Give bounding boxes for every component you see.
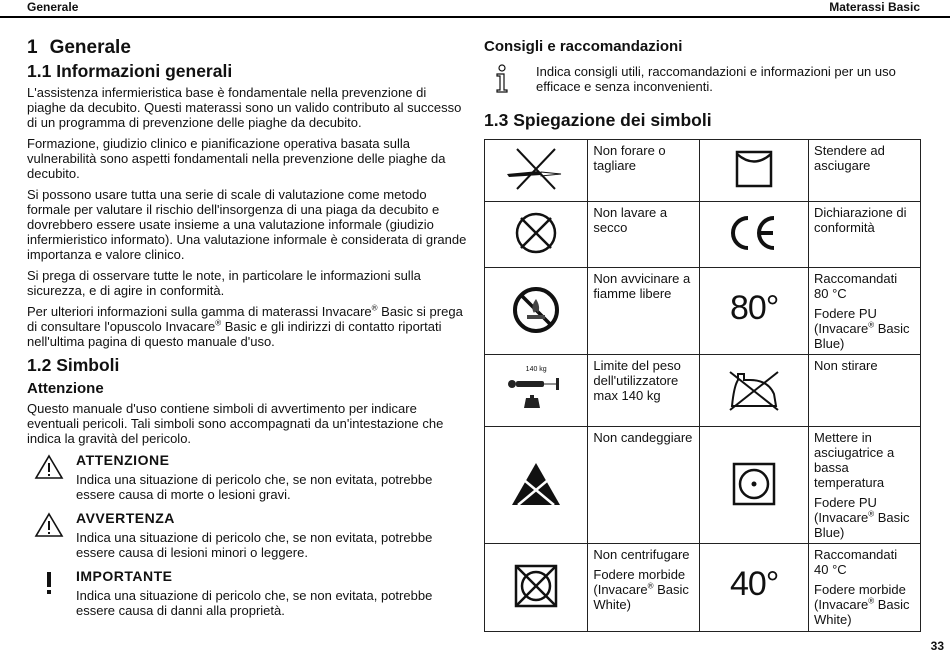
- temperature-40: 40°: [700, 544, 809, 632]
- warning-triangle-icon: [27, 512, 71, 543]
- notice-title: AVVERTENZA: [76, 510, 175, 526]
- header-section-title: Generale: [27, 0, 79, 14]
- paragraph: Questo manuale d'uso contiene simboli di avvertimento per indicare eventuali pericoli. Tali simboli sono accompagnati da un'intestazione che indica la gravità del pericolo.: [27, 401, 444, 446]
- notice-title: IMPORTANTE: [76, 568, 173, 584]
- line-dry-icon: [700, 140, 809, 202]
- tips-text: Indica consigli utili, raccomandazioni e informazioni per un uso efficace e senza inconvenienti.: [536, 64, 896, 94]
- notice-text: Indica una situazione di pericolo che, se non evitata, potrebbe essere causa di danni alla proprietà.: [76, 588, 433, 618]
- ce-mark-icon: [700, 202, 809, 268]
- right-column: [484, 30, 921, 632]
- symbol-label: Non avvicinare a fiamme libere: [588, 268, 700, 355]
- table-row: [485, 544, 921, 632]
- notice-text: Indica una situazione di pericolo che, se non evitata, potrebbe essere causa di morte o lesioni gravi.: [76, 472, 433, 502]
- paragraph: Per ulteriori informazioni sulla gamma di materassi Invacare® Basic si prega di consultare l'opuscolo Invacare® Basic e gli indirizzi di contatto riportati nell'ultima pagina di questo manuale d'uso.: [27, 303, 463, 349]
- paragraph: Si possono usare tutta una serie di scale di valutazione come metodo formale per valutare il rischio dell'insorgenza di una piaga da decubito e dovrebbero essere usate insieme a una valutazione informale (giudizio infermieristico informato). Una valutazione informale è considerata di grande importanza e valore clinico.: [27, 187, 467, 262]
- symbol-label: Non lavare a secco: [588, 202, 700, 268]
- page-number: 33: [930, 639, 944, 653]
- section-heading-1-2: 1.2 Simboli: [27, 355, 120, 375]
- symbol-label: Stendere ad asciugare: [809, 140, 921, 202]
- weight-label: 140 kg: [525, 366, 547, 373]
- symbol-label: Raccomandati 80 °C Fodere PU (Invacare® Basic Blue): [809, 268, 921, 355]
- no-open-flame-icon: [485, 268, 588, 355]
- symbol-label: Non candeggiare: [588, 427, 700, 544]
- subheading-attenzione: Attenzione: [27, 380, 104, 397]
- section-heading-1-3: 1.3 Spiegazione dei simboli: [484, 110, 712, 130]
- symbol-label: Non stirare: [809, 355, 921, 427]
- header-rule: [0, 16, 950, 18]
- table-row: [485, 140, 921, 202]
- notice-title: ATTENZIONE: [76, 452, 170, 468]
- chapter-heading: 1 Generale: [27, 37, 131, 58]
- info-icon: [492, 64, 512, 99]
- symbol-label: Non forare o tagliare: [588, 140, 700, 202]
- no-dry-clean-icon: [485, 202, 588, 268]
- table-row: [485, 268, 921, 355]
- no-tumble-dry-icon: [485, 544, 588, 632]
- section-heading-1-1: 1.1 Informazioni generali: [27, 61, 233, 81]
- paragraph: Formazione, giudizio clinico e pianificazione operativa basata sulla vulnerabilità sono aspetti fondamentali nella prevenzione delle piaghe da decubito.: [27, 136, 446, 181]
- paragraph: L'assistenza infermieristica base è fondamentale nella prevenzione di piaghe da decubito. Questi materassi sono un valido contributo al successo di un programma di prevenzione delle piaghe da decubito.: [27, 85, 462, 130]
- temperature-80: 80°: [700, 268, 809, 355]
- no-cut-icon: [485, 140, 588, 202]
- symbols-table: [484, 139, 921, 632]
- symbol-label: Dichiarazione di conformità: [809, 202, 921, 268]
- no-bleach-icon: [485, 427, 588, 544]
- tips-block: [484, 64, 921, 94]
- no-iron-icon: [700, 355, 809, 427]
- weight-limit-icon: [485, 355, 588, 427]
- header-document-title: Materassi Basic: [829, 0, 920, 14]
- tumble-dry-low-icon: [700, 427, 809, 544]
- notice-text: Indica una situazione di pericolo che, se non evitata, potrebbe essere causa di lesioni minori o leggere.: [76, 530, 433, 560]
- symbol-label: Raccomandati 40 °C Fodere morbide (Invacare® Basic White): [809, 544, 921, 632]
- left-column: [27, 30, 467, 626]
- table-row: [485, 202, 921, 268]
- symbol-label: Mettere in asciugatrice a bassa temperatura Fodere PU (Invacare® Basic Blue): [809, 427, 921, 544]
- notice-importante: [27, 568, 467, 618]
- table-row: [485, 355, 921, 427]
- notice-attenzione: [27, 452, 467, 502]
- notice-avvertenza: [27, 510, 467, 560]
- paragraph: Si prega di osservare tutte le note, in particolare le informazioni sulla sicurezza, e di agire in conformità.: [27, 268, 421, 298]
- symbol-label: Non centrifugare Fodere morbide (Invacare® Basic White): [588, 544, 700, 632]
- symbol-label: Limite del peso dell'utilizzatore max 140 kg: [588, 355, 700, 427]
- warning-triangle-icon: [27, 454, 71, 485]
- subheading-tips: Consigli e raccomandazioni: [484, 38, 683, 55]
- table-row: [485, 427, 921, 544]
- exclamation-icon: [27, 570, 71, 601]
